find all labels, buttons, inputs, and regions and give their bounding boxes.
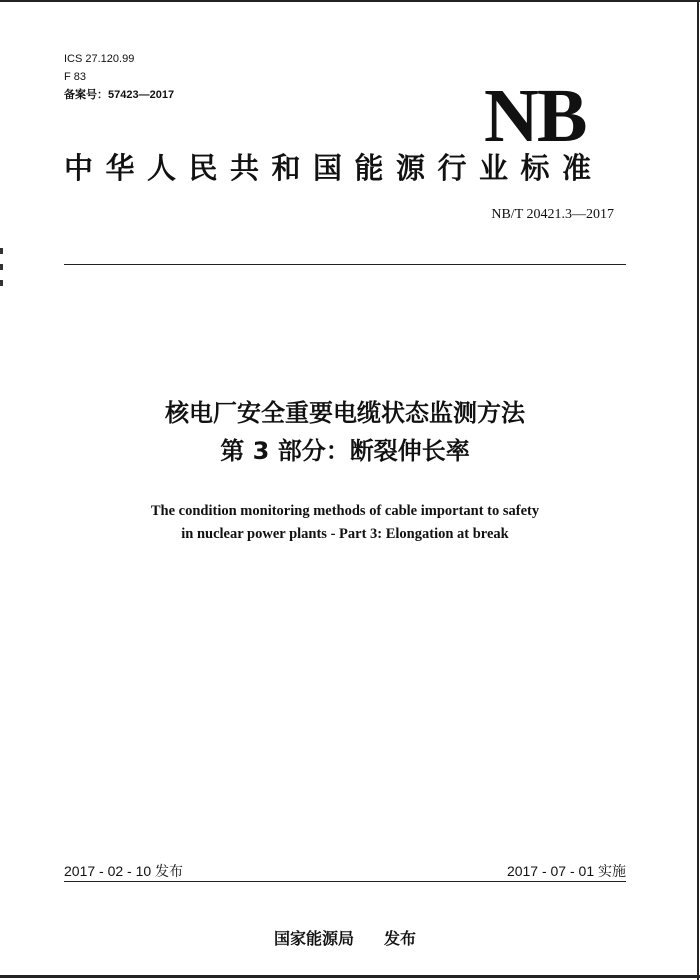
issuer-name: 国家能源局 <box>273 929 354 948</box>
english-title-line-1: The condition monitoring methods of cable important to safety <box>150 503 540 519</box>
issue-date: 2017 - 02 - 10 发布 <box>64 863 184 879</box>
footer-divider <box>64 881 626 882</box>
classification-block <box>64 50 174 104</box>
header-divider <box>64 264 626 265</box>
chinese-title <box>64 394 626 470</box>
english-title <box>64 500 626 546</box>
page-edge-right <box>697 0 699 980</box>
effective-date: 2017 - 07 - 01 实施 <box>506 863 626 879</box>
issuer-action: 发布 <box>384 929 417 948</box>
binding-marks <box>0 248 3 304</box>
filing-number: 备案号：57423—2017 <box>64 89 175 101</box>
chinese-title-line-2: 第 3 部分：断裂伸长率 <box>220 437 470 465</box>
english-title-line-2: in nuclear power plants - Part 3: Elongation at break <box>181 526 509 542</box>
ccs-code: F 83 <box>64 71 87 83</box>
issuer-line <box>64 926 626 949</box>
page-edge-bottom <box>0 975 700 978</box>
page-edge-top <box>0 0 700 2</box>
ics-code: ICS 27.120.99 <box>64 53 135 65</box>
standard-category-title: 中华人民共和国能源行业标准 <box>64 151 604 185</box>
standard-number: NB/T 20421.3—2017 <box>491 207 614 222</box>
nb-logo: NB <box>484 74 586 158</box>
chinese-title-line-1: 核电厂安全重要电缆状态监测方法 <box>165 399 525 427</box>
